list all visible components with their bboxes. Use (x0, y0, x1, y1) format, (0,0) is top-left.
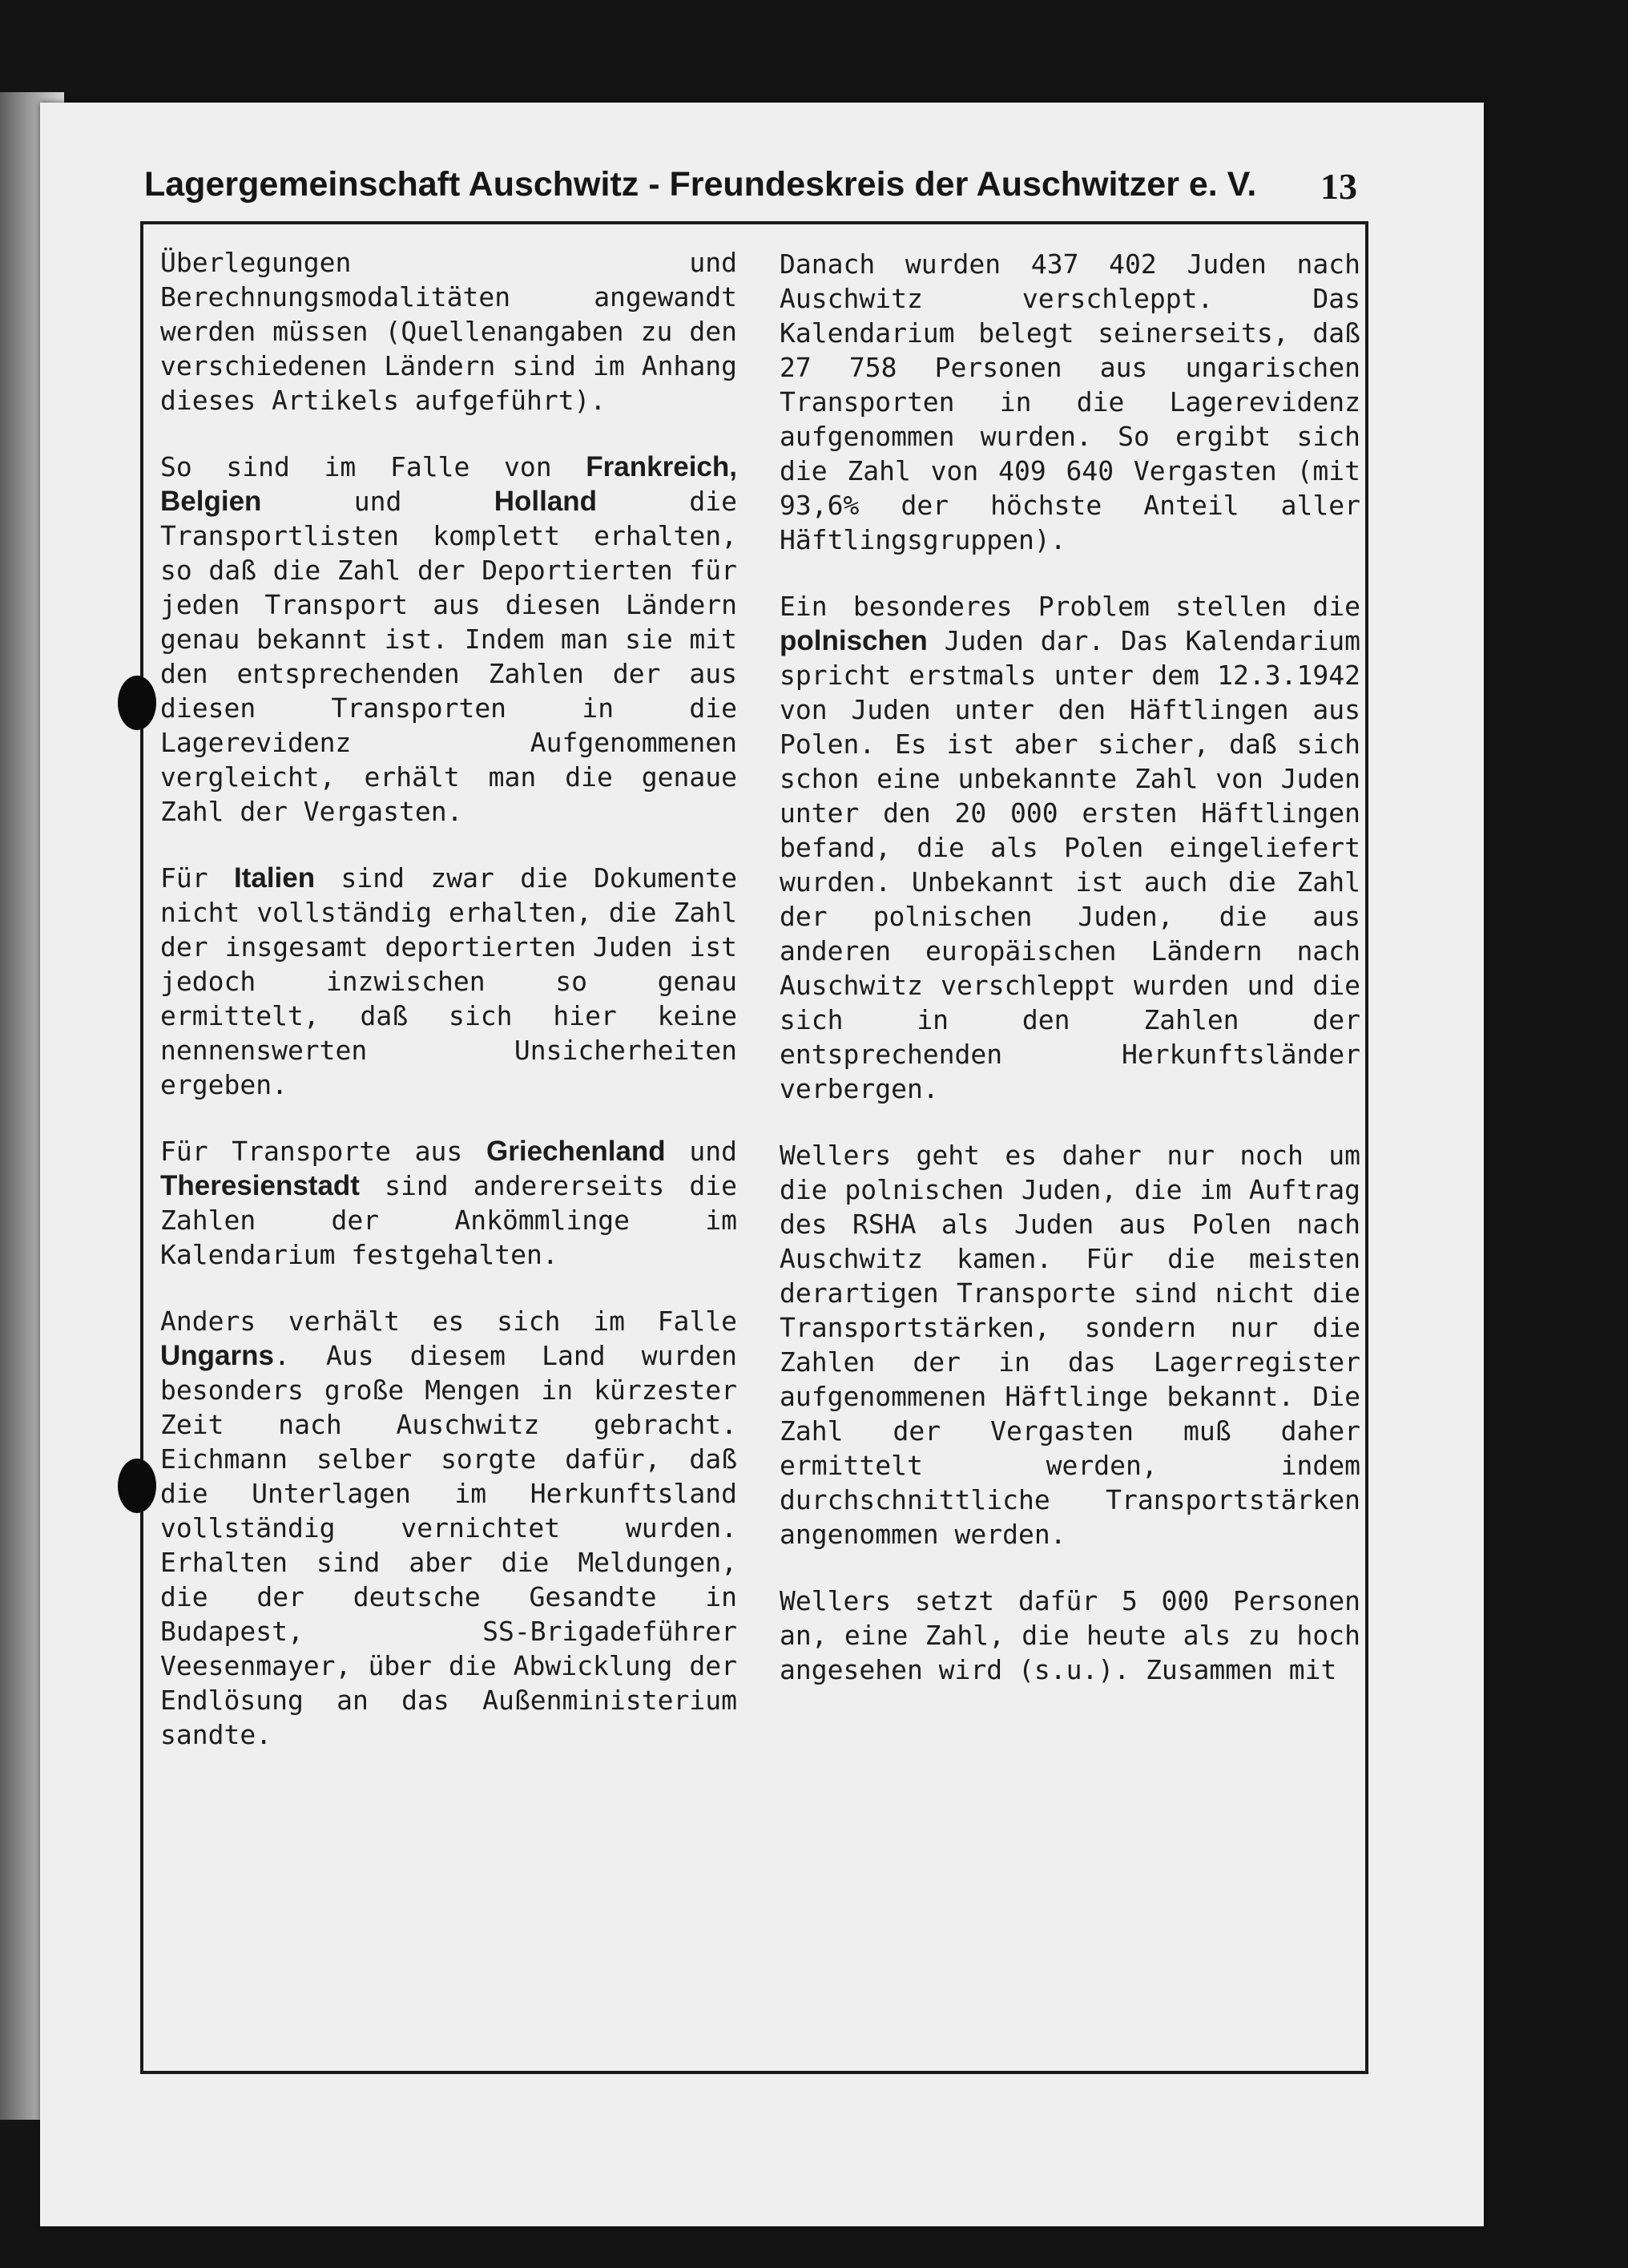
paragraph: Ein besonderes Problem stellen die polnischen Juden dar. Das Kalendarium spricht erstmals unter dem 12.3.1942 von Juden unter den Häftlingen aus Polen. Es ist aber sicher, daß sich schon eine unbekannte Zahl von Juden unter den 20 000 ersten Häftlingen befand, die als Polen eingeliefert wurden. Unbekannt ist auch die Zahl der polnischen Juden, die aus anderen europäischen Ländern nach Auschwitz verschleppt wurden und die sich in den Zahlen der entsprechenden Herkunftsländer verbergen. (780, 591, 1360, 1104)
paragraph: Anders verhält es sich im Falle Ungarns. Aus diesem Land wurden besonders große Mengen in kürzester Zeit nach Auschwitz gebracht. Eichmann selber sorgte dafür, daß die Unterlagen im Herkunftsland vollständig vernichtet wurden. Erhalten sind aber die Meldungen, die der deutsche Gesandte in Budapest, SS-Brigadeführer Veesenmayer, über die Abwicklung der Endlösung an das Außenministerium sandte. (160, 1306, 737, 1750)
paragraph: Für Italien sind zwar die Dokumente nicht vollständig erhalten, die Zahl der insgesamt deportierten Juden ist jedoch inzwischen so genau ermittelt, daß sich hier keine nennenswerten Unsicherheiten ergeben. (160, 862, 737, 1100)
paragraph: Wellers geht es daher nur noch um die polnischen Juden, die im Auftrag des RSHA als Juden aus Polen nach Auschwitz kamen. Für die meisten derartigen Transporte sind nicht die Transportstärken, sondern nur die Zahlen der in das Lagerregister aufgenommenen Häftlinge bekannt. Die Zahl der Vergasten muß daher ermittelt werden, indem durchschnittliche Transportstärken angenommen werden. (780, 1140, 1360, 1550)
paragraph: Danach wurden 437 402 Juden nach Auschwitz verschleppt. Das Kalendarium belegt seinerseits, daß 27 758 Personen aus ungarischen Transporten in die Lagerevidenz aufgenommen wurden. So ergibt sich die Zahl von 409 640 Vergasten (mit 93,6% der höchste Anteil aller Häftlingsgruppen). (780, 248, 1360, 555)
right-text-column (780, 247, 1360, 1719)
document-page (40, 103, 1484, 2226)
paragraph: Wellers setzt dafür 5 000 Personen an, eine Zahl, die heute als zu hoch angesehen wird (s.u.). Zusammen mit (780, 1585, 1360, 1685)
punch-hole-bottom (118, 1459, 156, 1513)
paragraph: Für Transporte aus Griechenland und Theresienstadt sind andererseits die Zahlen der Ankömmlinge im Kalendarium festgehalten. (160, 1136, 737, 1270)
paragraph: So sind im Falle von Frankreich, Belgien und Holland die Transportlisten komplett erhalten, so daß die Zahl der Deportierten für jeden Transport aus diesen Ländern genau bekannt ist. Indem man sie mit den entsprechenden Zahlen der aus diesen Transporten in die Lagerevidenz Aufgenommenen vergleicht, erhält man die genaue Zahl der Vergasten. (160, 451, 737, 827)
page-number: 13 (1320, 166, 1357, 207)
page-header-title: Lagergemeinschaft Auschwitz - Freundeskreis der Auschwitzer e. V. (144, 165, 1257, 204)
paragraph: Überlegungen und Berechnungsmodalitäten angewandt werden müssen (Quellenangaben zu den verschiedenen Ländern sind im Anhang dieses Artikels aufgeführt). (160, 247, 737, 416)
left-text-column (160, 245, 737, 1784)
punch-hole-top (118, 676, 156, 730)
